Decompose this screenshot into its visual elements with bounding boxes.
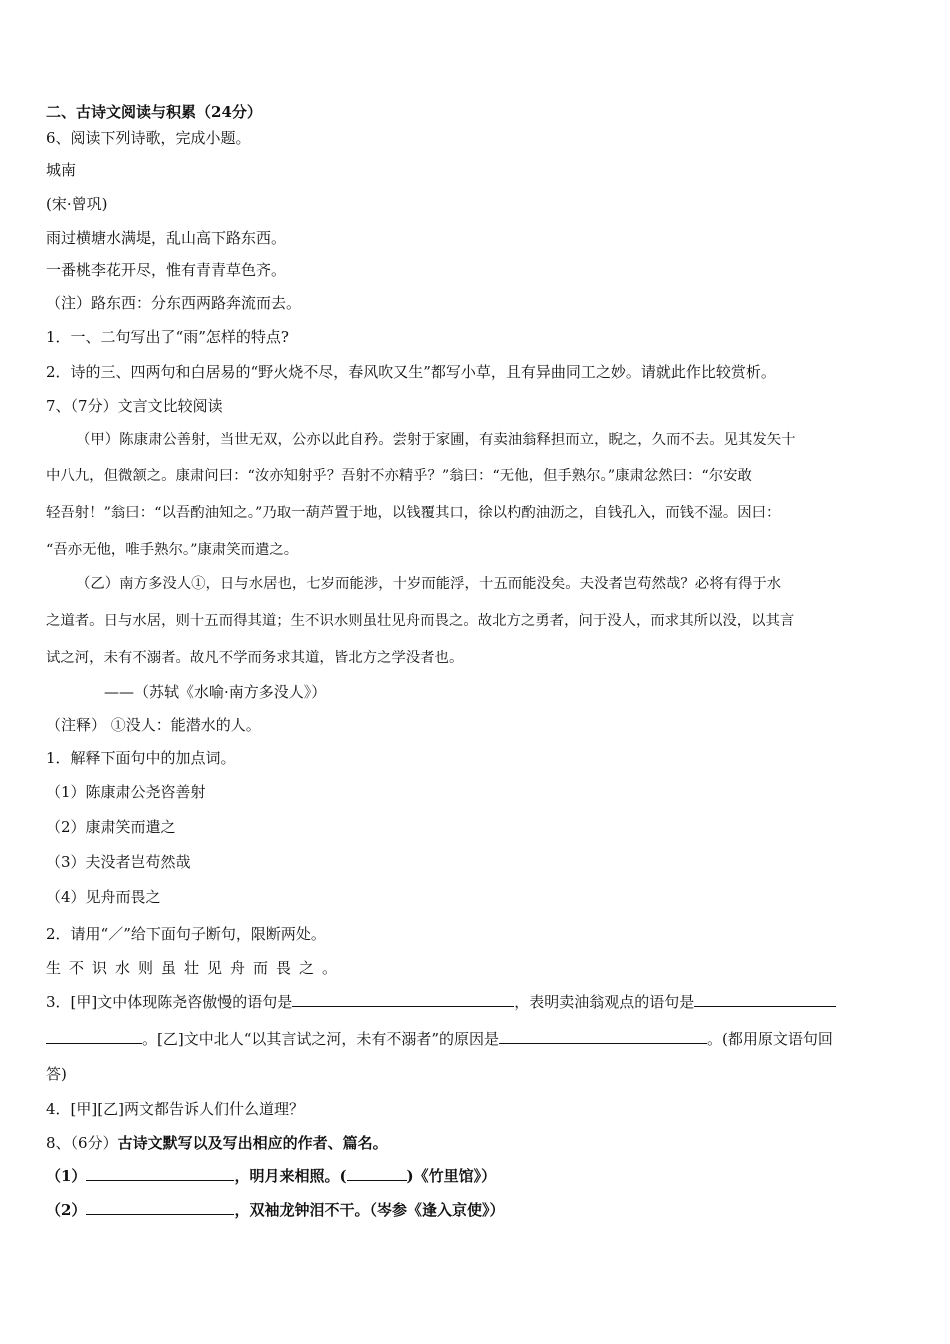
- answer-blank-author[interactable]: [347, 1166, 407, 1181]
- q7-sub-1c: （3）夫没者岂苟然哉: [46, 853, 191, 871]
- q7-sub-1b: （2）康肃笑而遣之: [46, 818, 176, 836]
- jia-line-4: “吾亦无他，唯手熟尔。”康肃笑而遣之。: [46, 542, 299, 558]
- answer-blank-arrogance[interactable]: [292, 992, 514, 1007]
- poem-note: （注）路东西：分东西两路奔流而去。: [46, 294, 302, 312]
- q7-sub-3-text-c: 。[乙]文中北人“以其言试之河，未有不溺者”的原因是: [142, 1030, 500, 1048]
- q8-prompt: [46, 1133, 388, 1153]
- q7-sub-2: 2．请用“／”给下面句子断句，限断两处。: [46, 925, 326, 943]
- q7-sub-3-line-3: 答): [46, 1065, 67, 1083]
- jia-line-1: （甲）陈康肃公善射，当世无双，公亦以此自矜。尝射于家圃，有卖油翁释担而立，睨之，久而不去。见其发矢十: [76, 432, 796, 448]
- q7-sub-3-text-b: ，表明卖油翁观点的语句是: [514, 993, 695, 1011]
- q8-item-1: [46, 1166, 496, 1186]
- yi-line-1: （乙）南方多没人①，日与水居也，七岁而能涉，十岁而能浮，十五而能没矣。夫没者岂苟然哉？必将有得于水: [76, 576, 782, 592]
- answer-blank-line-1[interactable]: [86, 1166, 234, 1181]
- q7-sub-3-text-d: 。(都用原文语句回: [707, 1030, 833, 1048]
- poem-title: 城南: [46, 161, 77, 179]
- q7-sub-3-text-a: 3．[甲]文中体现陈尧咨傲慢的语句是: [46, 993, 293, 1011]
- q8-item-1-end: )《竹里馆》）: [406, 1167, 497, 1185]
- section-title: 二、古诗文阅读与积累（24分）: [46, 103, 262, 121]
- q7-prompt: 7、（7分）文言文比较阅读: [46, 397, 223, 415]
- answer-blank-north-reason[interactable]: [499, 1029, 707, 1044]
- q6-prompt: 6、阅读下列诗歌，完成小题。: [46, 129, 251, 147]
- q7-sub-3-line-1: [46, 992, 836, 1012]
- q8-item-1-text: ，明月来相照。(: [234, 1167, 347, 1185]
- q6-sub-2: 2．诗的三、四两句和白居易的“野火烧不尽，春风吹又生”都写小草，且有异曲同工之妙。请就此作比较赏析。: [46, 363, 776, 381]
- poem-line-2: 一番桃李花开尽，惟有青青草色齐。: [46, 261, 287, 279]
- jia-line-3: 轻吾射！”翁曰：“以吾酌油知之。”乃取一葫芦置于地，以钱覆其口，徐以杓酌油沥之，自钱孔入，而钱不湿。因曰：: [46, 505, 781, 521]
- poem-author: (宋·曾巩): [46, 195, 108, 213]
- poem-line-1: 雨过横塘水满堤，乱山高下路东西。: [46, 229, 287, 247]
- q7-sub-1a: （1）陈康肃公尧咨善射: [46, 783, 206, 801]
- q7-sub-1: 1．解释下面句中的加点词。: [46, 749, 236, 767]
- answer-blank-oil-seller[interactable]: [694, 992, 836, 1007]
- q7-sub-4: 4．[甲][乙]两文都告诉人们什么道理？: [46, 1100, 304, 1118]
- q6-sub-1: 1．一、二句写出了“雨”怎样的特点?: [46, 328, 289, 346]
- q8-prompt-text: 古诗文默写以及写出相应的作者、篇名。: [117, 1134, 388, 1152]
- q8-item-1-num: （1）: [46, 1167, 87, 1185]
- source-citation: ——（苏轼《水喻·南方多没人》）: [104, 683, 327, 701]
- jia-line-2: 中八九，但微颔之。康肃问曰：“汝亦知射乎？吾射不亦精乎？”翁曰：“无他，但手熟尔。”康肃忿然曰：“尔安敢: [46, 468, 752, 484]
- q7-sub-2-sentence: 生不识水则虽壮见舟而畏之。: [46, 959, 346, 977]
- answer-blank-oil-seller-cont[interactable]: [46, 1029, 142, 1044]
- yi-line-2: 之道者。日与水居，则十五而得其道；生不识水则虽壮见舟而畏之。故北方之勇者，问于没人，而求其所以没，以其言: [46, 613, 795, 629]
- q8-item-2-text: ，双袖龙钟泪不干。（岑参《逢入京使》）: [234, 1201, 505, 1219]
- q8-item-2: [46, 1200, 504, 1220]
- q7-sub-3-line-2: [46, 1029, 833, 1049]
- annotation: （注释） ①没人：能潜水的人。: [46, 716, 261, 734]
- q7-sub-1d: （4）见舟而畏之: [46, 888, 161, 906]
- answer-blank-line-2[interactable]: [86, 1200, 234, 1215]
- yi-line-3: 试之河，未有不溺者。故凡不学而务求其道，皆北方之学没者也。: [46, 650, 464, 666]
- q8-item-2-num: （2）: [46, 1201, 87, 1219]
- q8-prompt-score: 8、（6分）: [46, 1134, 118, 1152]
